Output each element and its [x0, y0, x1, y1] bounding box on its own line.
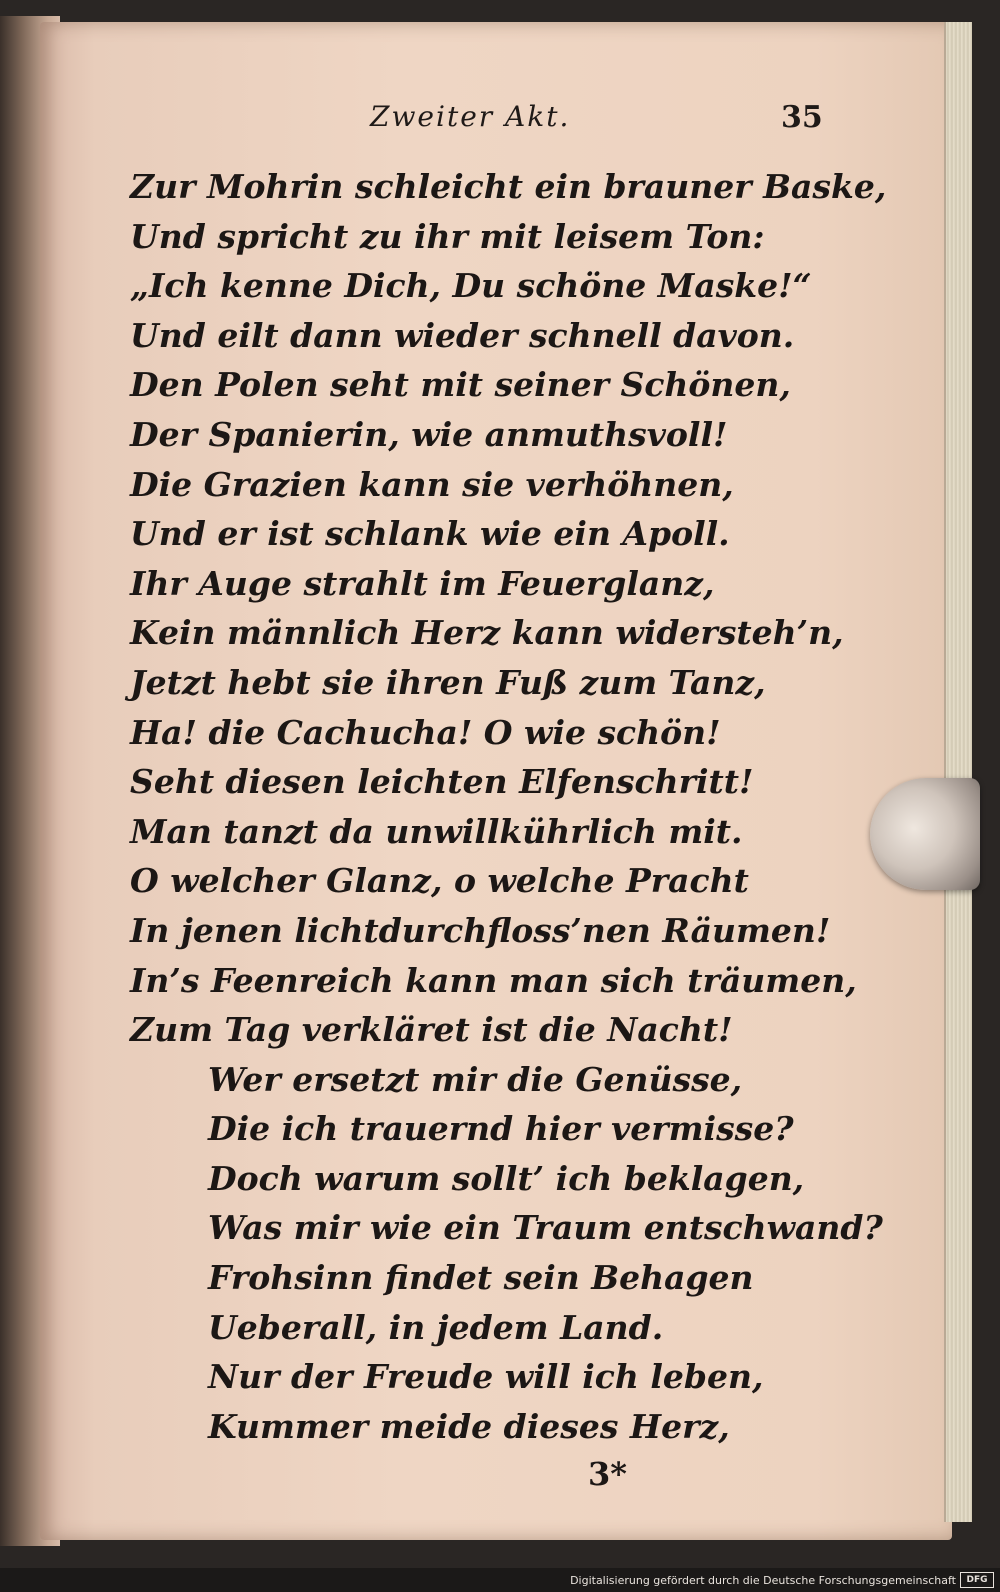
poem-line: O welcher Glanz, o welche Pracht — [130, 861, 749, 901]
poem-line-indented: Doch warum sollt’ ich beklagen, — [208, 1158, 805, 1198]
signature-mark: 3* — [588, 1455, 627, 1493]
poem-line: Den Polen seht mit seiner Schönen, — [130, 365, 791, 405]
page-stack-edge — [944, 22, 972, 1522]
poem-line-indented: Wer ersetzt mir die Genüsse, — [208, 1059, 743, 1099]
poem-line: Und er ist schlank wie ein Apoll. — [130, 514, 730, 554]
poem-line: In’s Feenreich kann man sich träumen, — [130, 960, 857, 1000]
poem-line: Kein männlich Herz kann widersteh’n, — [130, 613, 844, 653]
page-header — [0, 100, 1000, 140]
poem-line: Ihr Auge strahlt im Feuerglanz, — [130, 563, 715, 603]
poem-line-indented: Ueberall, in jedem Land. — [208, 1307, 664, 1347]
poem-line: Zum Tag verkläret ist die Nacht! — [130, 1010, 733, 1050]
footer-bar — [0, 1568, 1000, 1592]
poem-line: Ha! die Cachucha! O wie schön! — [130, 712, 721, 752]
poem-line-indented: Was mir wie ein Traum entschwand? — [208, 1208, 883, 1248]
dfg-logo-icon: DFG — [960, 1572, 994, 1588]
poem-line: Der Spanierin, wie anmuthsvoll! — [130, 414, 728, 454]
poem-line-indented: Die ich trauernd hier vermisse? — [208, 1109, 794, 1149]
poem-line: Zur Mohrin schleicht ein brauner Baske, — [130, 167, 887, 206]
poem-line: In jenen lichtdurchfloss’nen Räumen! — [130, 910, 831, 950]
footer-credit: Digitalisierung gefördert durch die Deutsche Forschungsgemeinschaft — [570, 1574, 956, 1587]
poem-line: Die Grazien kann sie verhöhnen, — [130, 464, 734, 504]
poem-line: Man tanzt da unwillkührlich mit. — [130, 811, 743, 851]
poem-line: Und spricht zu ihr mit leisem Ton: — [130, 216, 765, 256]
poem-line: „Ich kenne Dich, Du schöne Maske!“ — [130, 266, 812, 306]
running-title: Zweiter Akt. — [370, 100, 571, 133]
poem-line: Und eilt dann wieder schnell davon. — [130, 315, 795, 355]
thumb-holder — [870, 778, 980, 890]
poem-text — [130, 162, 930, 1451]
page-number: 35 — [781, 100, 823, 135]
poem-line-indented: Nur der Freude will ich leben, — [208, 1357, 764, 1397]
poem-line-indented: Kummer meide dieses Herz, — [208, 1406, 730, 1446]
poem-line: Seht diesen leichten Elfenschritt! — [130, 762, 754, 802]
poem-line-indented: Frohsinn findet sein Behagen — [208, 1258, 754, 1298]
poem-line: Jetzt hebt sie ihren Fuß zum Tanz, — [130, 662, 766, 702]
